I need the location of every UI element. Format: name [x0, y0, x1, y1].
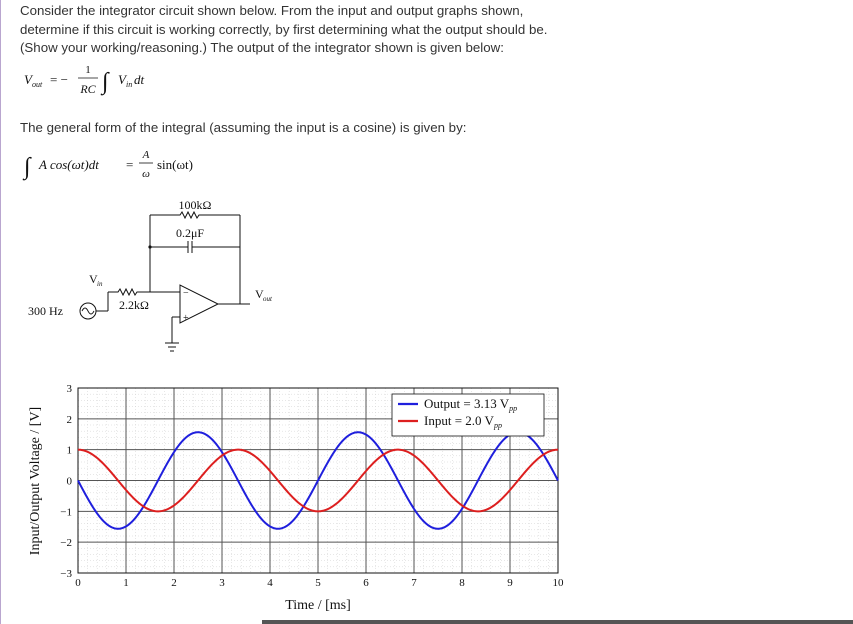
vout-symbol: V	[24, 72, 32, 87]
vin-symbol: V	[118, 72, 126, 87]
fraction-denominator: RC	[80, 82, 96, 96]
feedback-resistor-label: 100kΩ	[178, 198, 212, 212]
bottom-scrollbar	[262, 620, 853, 624]
x-tick-label: 9	[507, 577, 513, 589]
x-tick-label: 8	[459, 577, 465, 589]
integral-sign-2: ∫	[24, 154, 31, 180]
x-tick-label: 3	[219, 577, 225, 589]
equals-minus: = −	[50, 72, 68, 87]
dt-symbol: dt	[134, 72, 145, 87]
chart-legend	[392, 394, 544, 436]
feedback-capacitor-label: 0.2μF	[175, 226, 205, 240]
y-tick-label: 0	[66, 475, 72, 488]
x-tick-label: 1	[123, 577, 129, 589]
vin-label-subscript: in	[97, 280, 103, 288]
x-tick-label: 0	[75, 577, 81, 589]
x-tick-label: 6	[363, 577, 369, 589]
x-tick-label: 5	[315, 577, 321, 589]
source-frequency-label: 300 Hz	[28, 304, 63, 318]
x-tick-label: 7	[411, 577, 417, 589]
y-tick-label: 3	[66, 383, 72, 395]
minus-terminal-label: −	[183, 288, 189, 299]
vout-label-subscript: out	[263, 295, 272, 303]
integrand: A cos(ωt)dt	[39, 157, 99, 172]
integrator-equation	[22, 60, 222, 102]
input-resistor-icon	[108, 289, 150, 295]
question-paragraph: Consider the integrator circuit shown below. From the input and output graphs shown, determine if this circuit is working correctly, by first determining what the output should be. (Show your working/reasoning.) The output of the integrator shown is given below:	[20, 3, 548, 55]
fraction-numerator: 1	[85, 64, 91, 76]
sin-term: sin(ωt)	[157, 157, 193, 172]
plus-terminal-label: +	[183, 313, 189, 324]
x-axis-label: Time / [ms]	[285, 598, 351, 613]
y-tick-label: −3	[60, 568, 72, 580]
x-tick-label: 4	[267, 577, 273, 589]
y-tick-label: 2	[66, 413, 72, 426]
input-resistor-label: 2.2kΩ	[119, 298, 149, 312]
fraction-denominator-omega: ω	[142, 168, 150, 180]
equals-sign: =	[126, 157, 134, 172]
vout-subscript: out	[32, 80, 43, 89]
legend-entry: Output = 3.13 $V_{pp}$	[424, 396, 518, 413]
fraction-numerator-a: A	[142, 149, 150, 161]
y-axis-label: Input/Output Voltage / [V]	[28, 406, 43, 556]
vin-label: V	[89, 272, 98, 286]
x-tick-label: 10	[552, 577, 564, 589]
integral-sign: ∫	[102, 69, 109, 95]
voltage-time-chart	[0, 380, 600, 620]
y-tick-label: −1	[60, 506, 72, 519]
y-tick-label: −2	[60, 537, 72, 550]
integrator-circuit-diagram	[0, 195, 360, 360]
vin-subscript: in	[126, 80, 133, 89]
x-tick-label: 2	[171, 577, 177, 589]
general-form-text: The general form of the integral (assuming the input is a cosine) is given by:	[20, 120, 467, 135]
vout-label: V	[255, 287, 264, 301]
integral-general-form	[22, 144, 252, 186]
y-tick-label: 1	[66, 444, 72, 457]
feedback-resistor-icon	[150, 212, 240, 218]
legend-entry: Input = 2.0 $V_{pp}$	[424, 413, 502, 430]
